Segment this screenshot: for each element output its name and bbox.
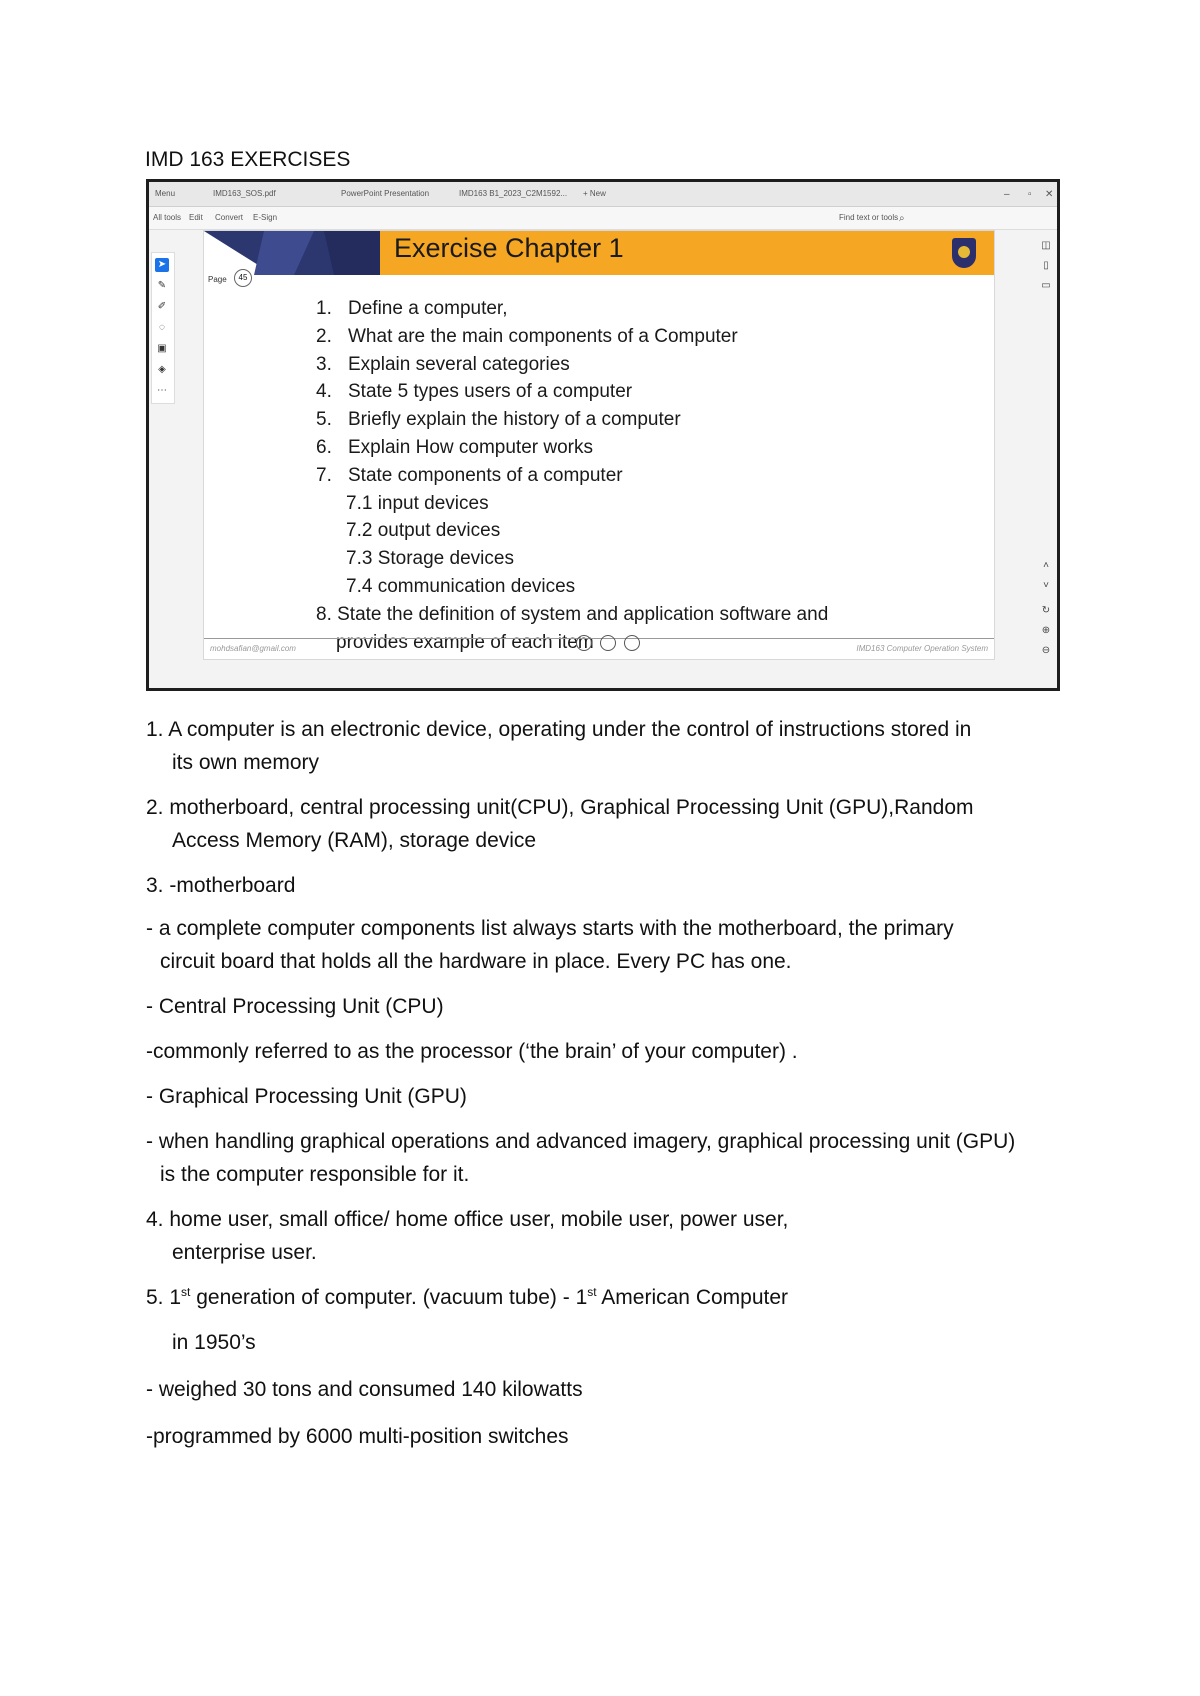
esign-button[interactable]: E-Sign: [253, 213, 278, 222]
minimize-icon[interactable]: –: [1004, 189, 1010, 200]
browser-tab-bar: [149, 182, 1057, 207]
pages-icon[interactable]: ▯: [1043, 260, 1049, 271]
document-title: IMD 163 EXERCISES: [145, 148, 351, 171]
tab-active[interactable]: PowerPoint Presentation: [341, 189, 430, 198]
answer-5-weight: - weighed 30 tons and consumed 140 kilowatts: [146, 1378, 583, 1401]
zoom-in-icon[interactable]: ⊕: [1041, 625, 1051, 636]
answer-4: 4. home user, small office/ home office user, mobile user, power user,: [146, 1208, 789, 1231]
list-item: 4. State 5 types users of a computer: [316, 381, 633, 403]
answer-3-motherboard-continued: circuit board that holds all the hardware in place. Every PC has one.: [160, 950, 792, 973]
answer-5-year: in 1950’s: [172, 1331, 256, 1354]
edit-button[interactable]: Edit: [189, 213, 203, 222]
stamp-tool-icon[interactable]: ◈: [158, 364, 166, 375]
dot-icon: [624, 635, 640, 651]
footer-email: mohdsafian@gmail.com: [210, 644, 296, 653]
answer-5: 5. 1st generation of computer. (vacuum tube) - 1st American Computer: [146, 1285, 789, 1309]
sub-item: 7.2 output devices: [346, 520, 501, 542]
answer-1-continued: its own memory: [172, 751, 320, 774]
zoom-out-icon[interactable]: ⊖: [1041, 645, 1051, 656]
list-item: 2. What are the main components of a Computer: [316, 325, 738, 347]
list-item: 7. State components of a computer: [316, 464, 623, 486]
tab-second[interactable]: IMD163 B1_2023_C2M1592...: [459, 189, 568, 198]
comment-tool-icon[interactable]: ✎: [157, 280, 167, 291]
new-tab-button[interactable]: + New: [583, 189, 606, 198]
all-tools-button[interactable]: All tools: [153, 213, 182, 222]
dot-icon: [576, 635, 592, 651]
answer-3-gpu: - Graphical Processing Unit (GPU): [146, 1085, 467, 1108]
answer-3-gpu-desc-continued: is the computer responsible for it.: [160, 1163, 470, 1186]
right-toolbar: [1035, 230, 1057, 690]
answer-3-cpu: - Central Processing Unit (CPU): [146, 995, 444, 1018]
embedded-screenshot: [146, 179, 1060, 691]
slide-dots: [576, 635, 648, 656]
sub-item: 7.4 communication devices: [346, 575, 576, 597]
answer-3-cpu-desc: -commonly referred to as the processor (‘the brain’ of your computer) .: [146, 1040, 798, 1063]
footer-course: IMD163 Computer Operation System: [856, 644, 988, 653]
select-tool-icon[interactable]: ➤: [155, 258, 169, 272]
page-number: 45: [234, 269, 252, 287]
sub-item: 7.1 input devices: [346, 492, 489, 514]
page-label: Page: [208, 275, 227, 284]
more-tools-icon[interactable]: ⋯: [157, 385, 167, 396]
list-item: 8. State the definition of system and application software and: [316, 603, 829, 625]
question-list: [316, 295, 828, 656]
answer-4-continued: enterprise user.: [172, 1241, 317, 1264]
rotate-icon[interactable]: ↻: [1041, 605, 1051, 616]
find-text-button[interactable]: Find text or tools: [839, 213, 899, 222]
answer-2-continued: Access Memory (RAM), storage device: [172, 829, 537, 852]
menu-button[interactable]: Menu: [155, 189, 176, 198]
lasso-tool-icon[interactable]: ◌: [159, 322, 165, 333]
list-item-continued: provides example of each item: [336, 631, 594, 653]
close-icon[interactable]: ✕: [1045, 189, 1054, 200]
list-item: 3. Explain several categories: [316, 353, 570, 375]
university-logo: [952, 238, 976, 268]
comment-icon[interactable]: ◫: [1041, 240, 1051, 251]
answer-3-gpu-desc: - when handling graphical operations and advanced imagery, graphical processing unit (GPU): [146, 1130, 1016, 1153]
list-item: 5. Briefly explain the history of a computer: [316, 409, 681, 431]
text-tool-icon[interactable]: ▣: [157, 343, 167, 354]
answer-2: 2. motherboard, central processing unit(CPU), Graphical Processing Unit (GPU),Random: [146, 796, 974, 819]
tab-file[interactable]: IMD163_SOS.pdf: [213, 189, 276, 198]
banner-graphic: [204, 231, 384, 275]
pen-tool-icon[interactable]: ✐: [157, 301, 167, 312]
answer-5-switches: -programmed by 6000 multi-position switches: [146, 1425, 569, 1448]
convert-button[interactable]: Convert: [215, 213, 244, 222]
sub-item: 7.3 Storage devices: [346, 548, 514, 570]
answers-section: [146, 713, 1076, 1453]
answer-3-motherboard: - a complete computer components list always starts with the motherboard, the primary: [146, 917, 954, 940]
search-icon[interactable]: ⌕: [899, 213, 905, 224]
scroll-down-icon[interactable]: ˅: [1043, 580, 1049, 591]
list-item: 6. Explain How computer works: [316, 436, 593, 458]
restore-icon[interactable]: ▫: [1028, 189, 1032, 200]
bookmark-icon[interactable]: ▭: [1041, 280, 1051, 291]
list-item: 1. Define a computer,: [316, 298, 508, 319]
answer-1: 1. A computer is an electronic device, operating under the control of instructions stored in: [146, 718, 972, 741]
scroll-up-icon[interactable]: ˄: [1043, 560, 1049, 571]
annotation-tools: [151, 252, 175, 404]
viewer-toolbar: [149, 207, 1057, 230]
dot-icon: [600, 635, 616, 651]
answer-3-heading: 3. -motherboard: [146, 874, 296, 897]
slide-page: [203, 230, 995, 660]
slide-title: Exercise Chapter 1: [394, 233, 624, 263]
